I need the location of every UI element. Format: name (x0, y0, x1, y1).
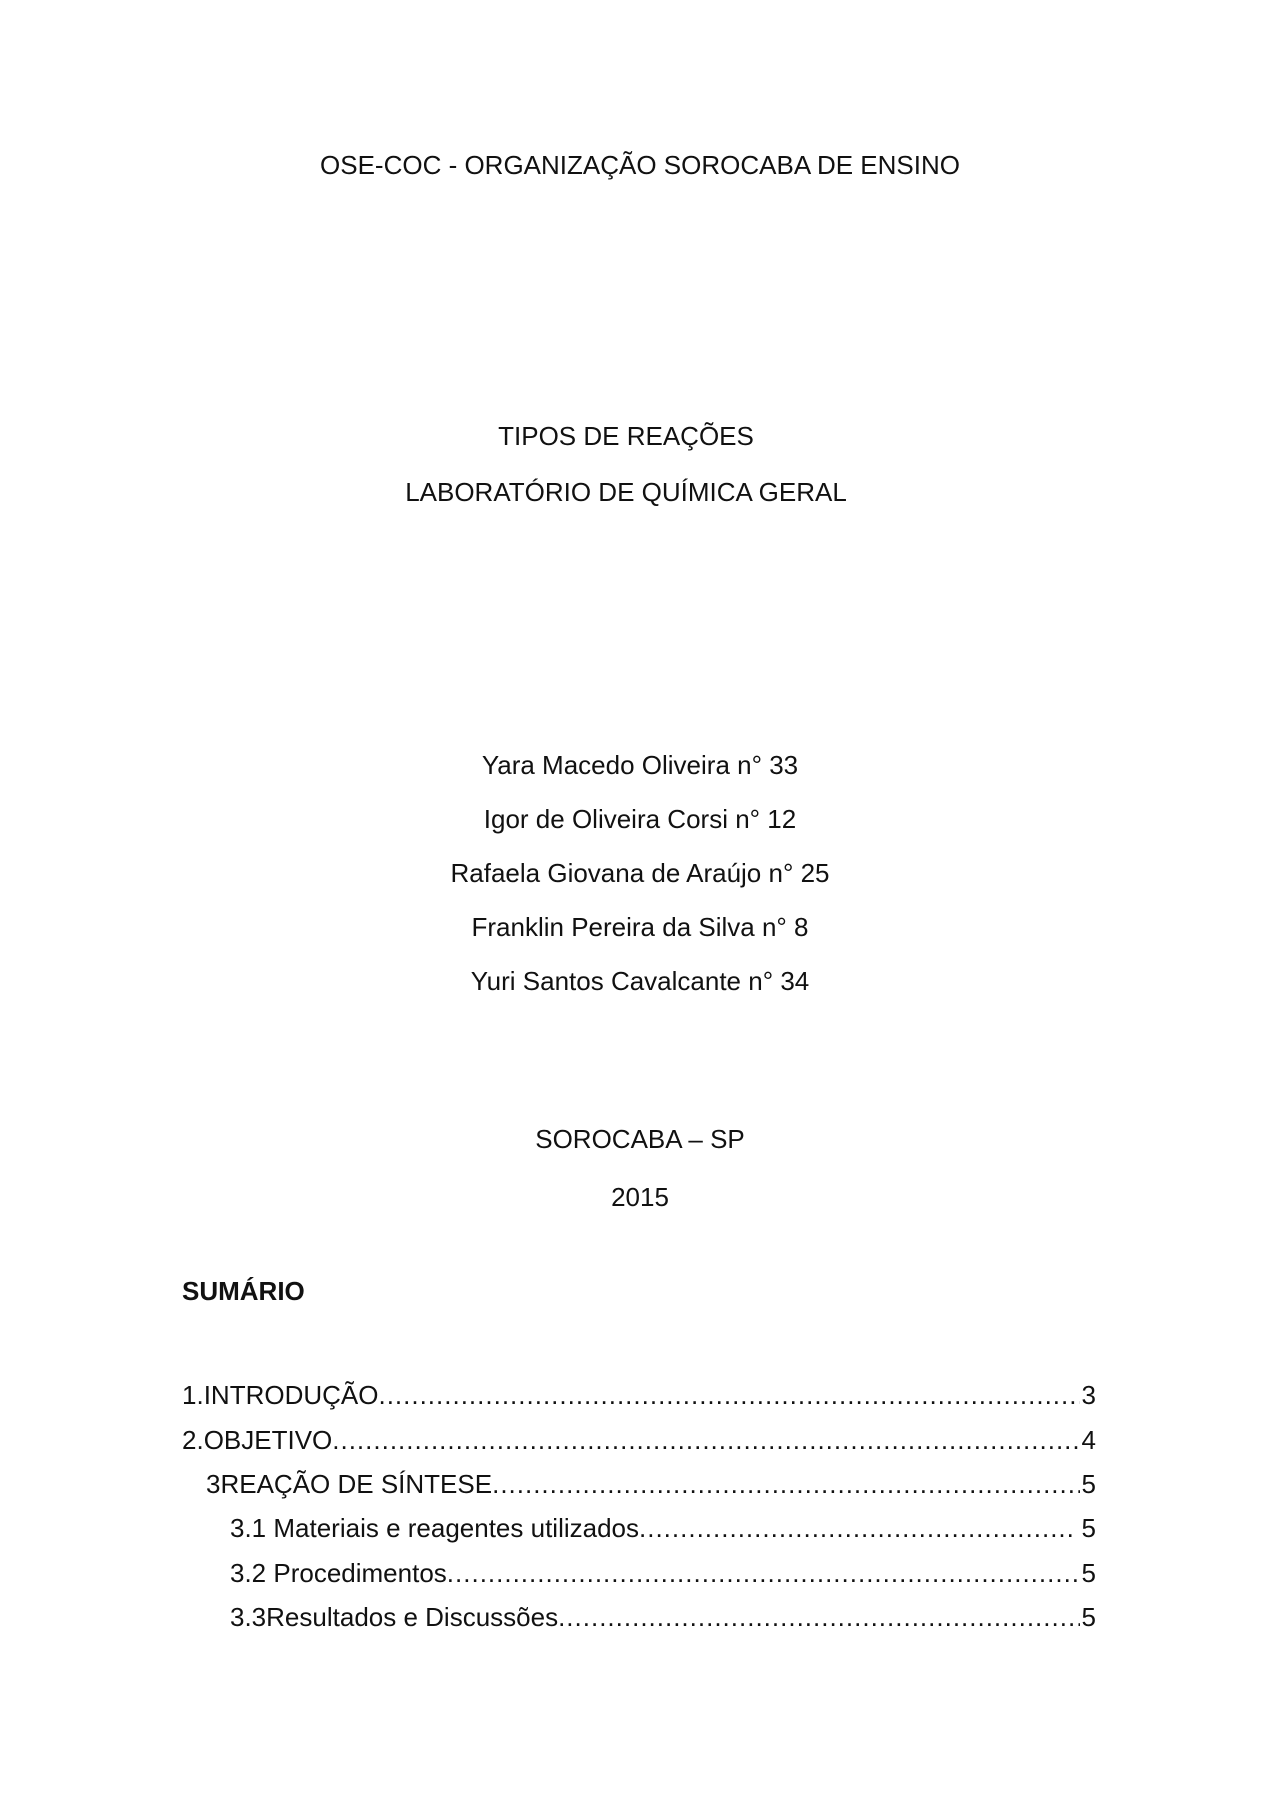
toc-entry-title: INTRODUÇÃO (203, 1380, 379, 1410)
report-title: TIPOS DE REAÇÕES (498, 421, 754, 451)
author-1: Yara Macedo Oliveira n° 33 (481, 750, 799, 780)
year: 2015 (611, 1182, 669, 1212)
author-2: Igor de Oliveira Corsi n° 12 (483, 804, 797, 834)
report-subtitle: LABORATÓRIO DE QUÍMICA GERAL (405, 477, 847, 507)
toc-entry-page: 3 (1081, 1380, 1096, 1410)
toc-entry-title: 3.1 Materiais e reagentes utilizados (230, 1513, 640, 1543)
toc-entry-title: 3.2 Procedimentos (230, 1558, 447, 1588)
toc-entry-resultados[interactable] (230, 1604, 1096, 1630)
toc-entry-page: 5 (1081, 1558, 1096, 1588)
toc-entry-page: 5 (1081, 1469, 1096, 1499)
toc-entry-reacao-sintese[interactable] (206, 1471, 1096, 1497)
toc-dot-leader (332, 1427, 1079, 1453)
toc-entry-page: 4 (1081, 1425, 1096, 1455)
toc-entry-introducao[interactable] (182, 1382, 1096, 1408)
toc-entry-title: REAÇÃO DE SÍNTESE (220, 1469, 493, 1499)
toc-dot-leader (639, 1515, 1072, 1541)
toc-dot-leader (492, 1471, 1079, 1497)
toc-dot-leader (447, 1560, 1080, 1586)
toc-entry-objetivo[interactable] (182, 1427, 1096, 1453)
toc-entry-number: 2. (182, 1425, 204, 1455)
toc-entry-procedimentos[interactable] (230, 1560, 1096, 1586)
author-5: Yuri Santos Cavalcante n° 34 (470, 966, 810, 996)
author-4: Franklin Pereira da Silva n° 8 (471, 912, 809, 942)
toc-entry-number: 1. (182, 1380, 204, 1410)
toc-entry-page: 5 (1081, 1513, 1096, 1543)
toc-dot-leader (378, 1382, 1079, 1408)
city-state: SOROCABA – SP (535, 1124, 745, 1154)
toc-entry-number: 3.3 (230, 1602, 267, 1632)
toc-heading: SUMÁRIO (182, 1276, 305, 1306)
toc-entry-number: 3 (206, 1469, 221, 1499)
author-3: Rafaela Giovana de Araújo n° 25 (450, 858, 830, 888)
institution-name: OSE-COC - ORGANIZAÇÃO SOROCABA DE ENSINO (320, 150, 960, 180)
toc-entry-title: OBJETIVO (203, 1425, 333, 1455)
toc-entry-materiais[interactable] (230, 1515, 1096, 1541)
toc-entry-title: Resultados e Discussões (266, 1602, 559, 1632)
toc-entry-page: 5 (1081, 1602, 1096, 1632)
toc-dot-leader (558, 1604, 1079, 1630)
